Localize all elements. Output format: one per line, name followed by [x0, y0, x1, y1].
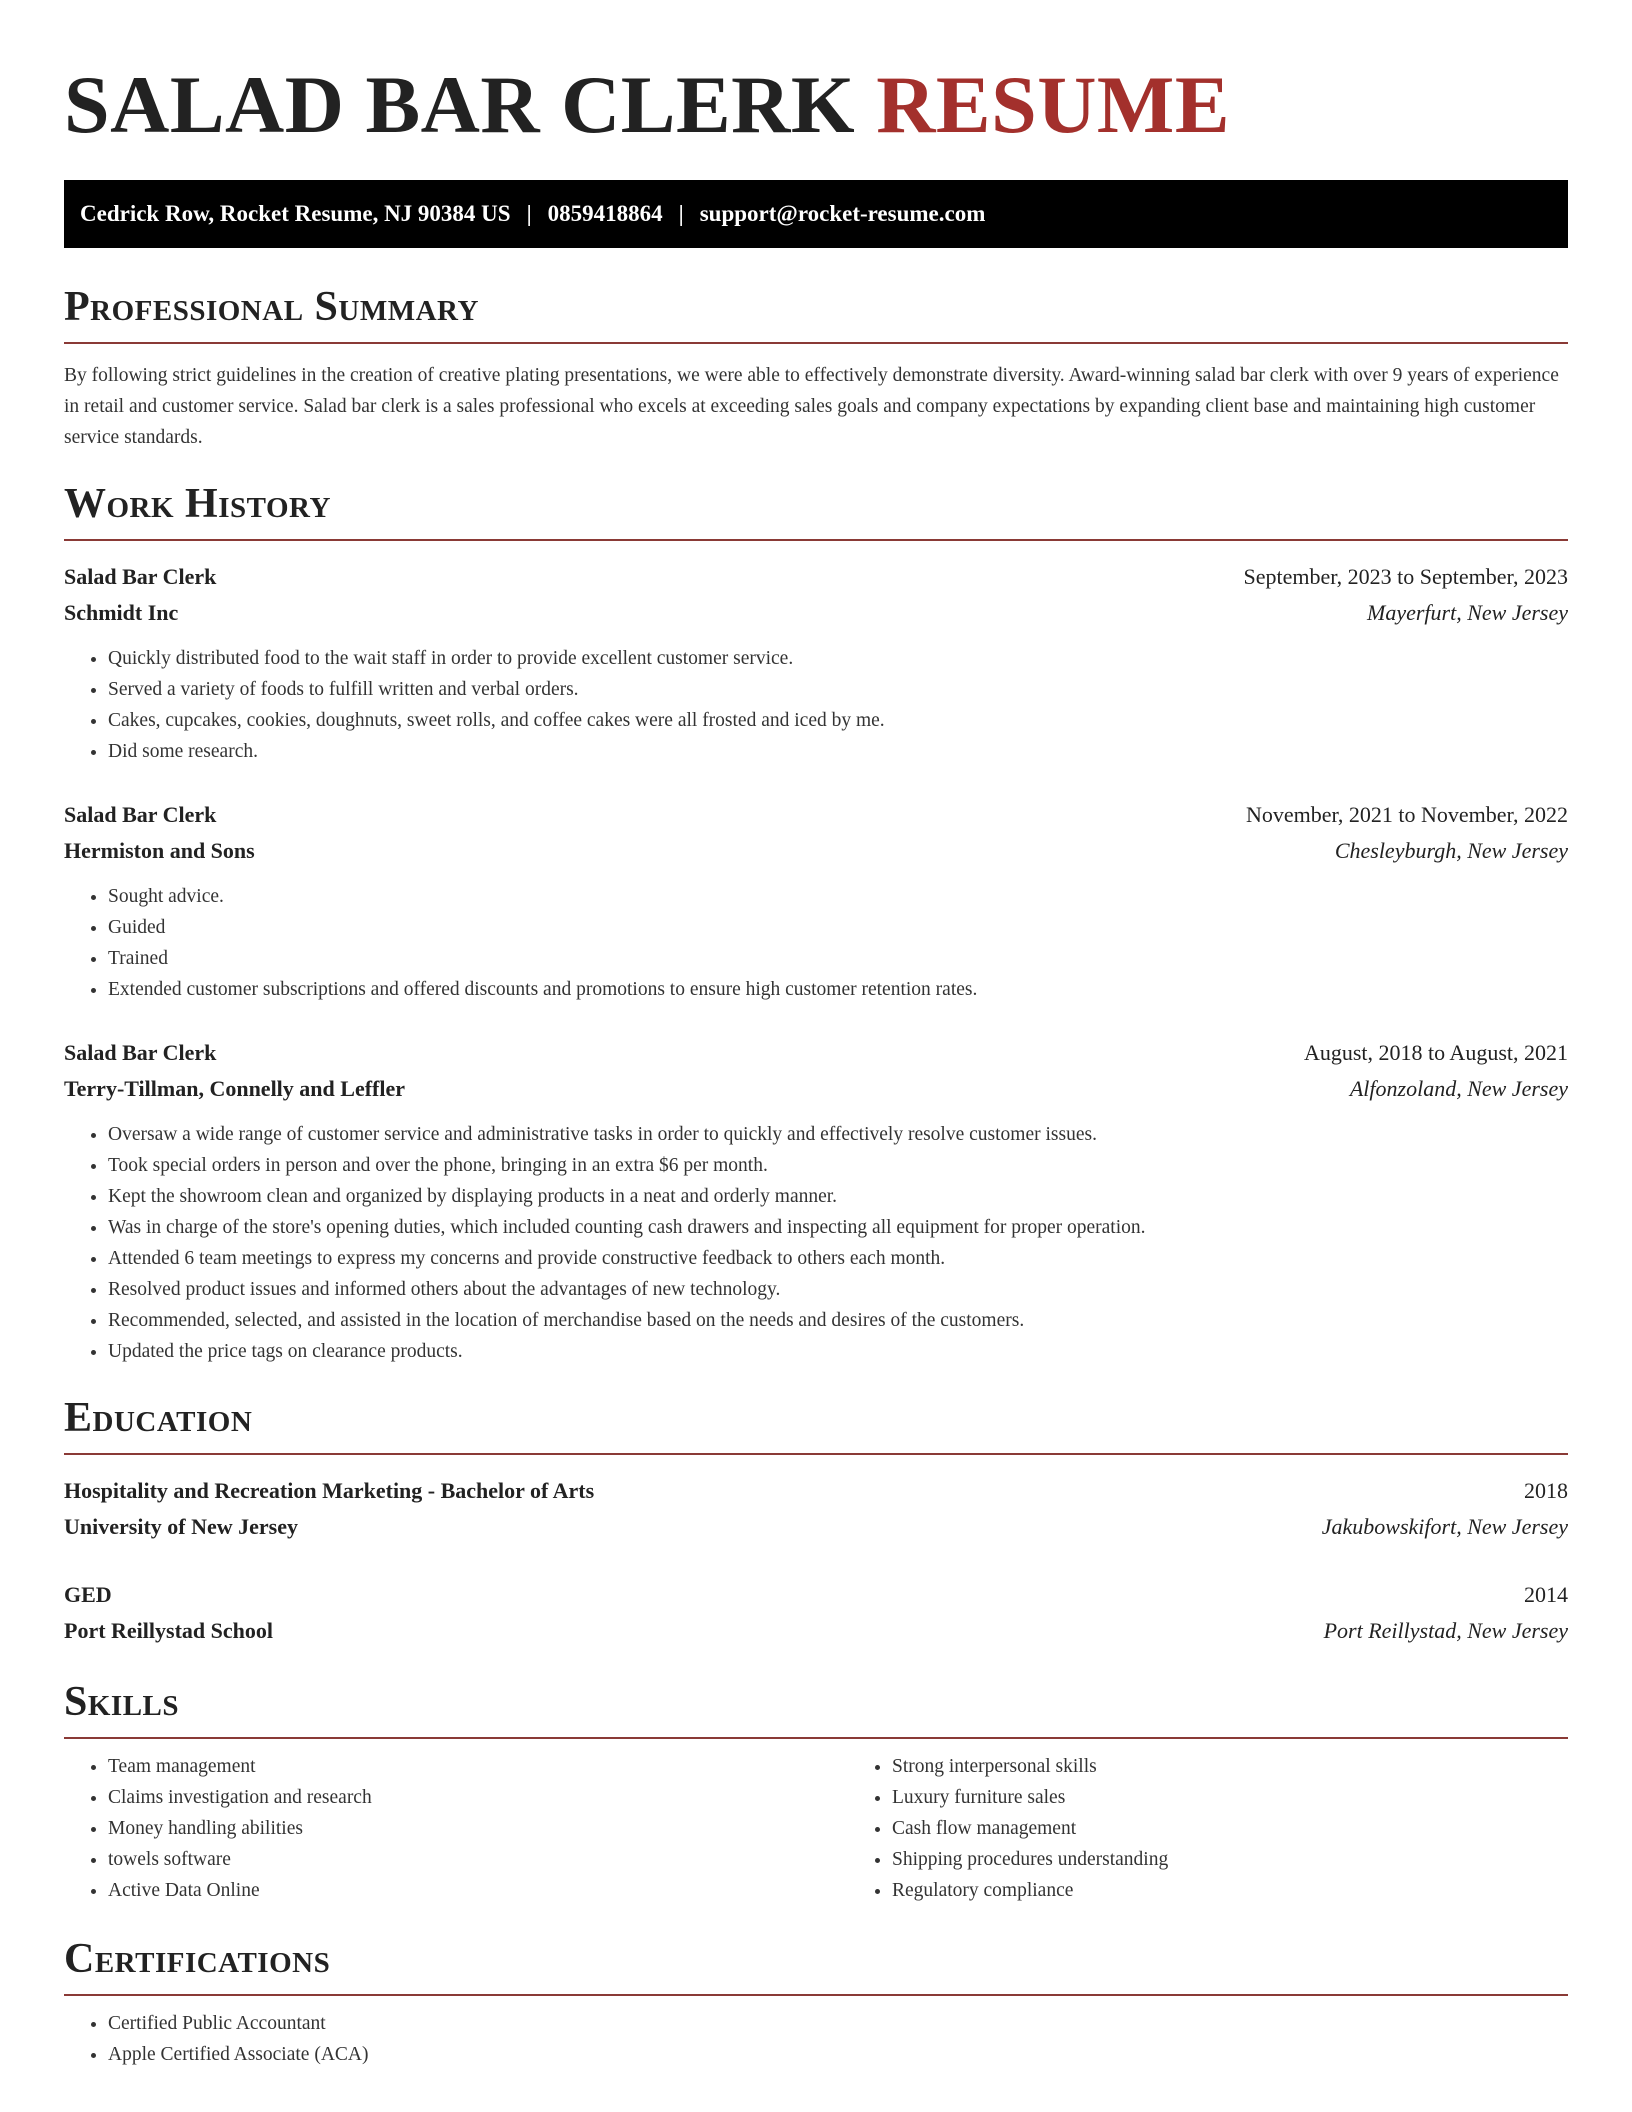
education-degree: Hospitality and Recreation Marketing - Bachelor of Arts	[64, 1478, 595, 1503]
job-title: Salad Bar Clerk	[64, 802, 217, 827]
section-title-summary: Professional Summary	[64, 284, 479, 330]
job-header-row	[64, 797, 1568, 833]
education-school-row	[64, 1509, 1568, 1545]
education-degree: GED	[64, 1582, 112, 1607]
list-item: • Recommended, selected, and assisted in the location of merchandise based on the needs and desires of the customers.	[108, 1305, 1568, 1336]
education-header-row	[64, 1577, 1568, 1613]
skills-list-left	[64, 1751, 848, 1906]
job-entry	[64, 1035, 1568, 1367]
section-title-work-history: Work History	[64, 481, 331, 527]
education-location: Jakubowskifort, New Jersey	[1321, 1514, 1568, 1539]
list-item: • Extended customer subscriptions and offered discounts and promotions to ensure high customer retention rates.	[108, 974, 1568, 1005]
list-item: • Active Data Online	[108, 1875, 848, 1906]
list-item: • Was in charge of the store's opening duties, which included counting cash drawers and inspecting all equipment for proper operation.	[108, 1212, 1568, 1243]
contact-phone: 0859418864	[547, 201, 663, 226]
certifications-list	[64, 2008, 1568, 2070]
list-item: • Updated the price tags on clearance products.	[108, 1336, 1568, 1367]
list-item: • Did some research.	[108, 736, 1568, 767]
list-item: • Quickly distributed food to the wait staff in order to provide excellent customer service.	[108, 643, 1568, 674]
title-main: SALAD BAR CLERK	[64, 59, 856, 150]
education-header-row	[64, 1473, 1568, 1509]
list-item: • Claims investigation and research	[108, 1782, 848, 1813]
job-header-row	[64, 559, 1568, 595]
job-title: Salad Bar Clerk	[64, 1040, 217, 1065]
job-company-row	[64, 1071, 1568, 1107]
list-item: • Team management	[108, 1751, 848, 1782]
list-item: • Guided	[108, 912, 1568, 943]
list-item: • Luxury furniture sales	[892, 1782, 1632, 1813]
section-divider	[64, 342, 1568, 344]
job-company-row	[64, 595, 1568, 631]
job-entry	[64, 559, 1568, 767]
job-header-row	[64, 1035, 1568, 1071]
education-location: Port Reillystad, New Jersey	[1323, 1618, 1568, 1643]
list-item: • Kept the showroom clean and organized by displaying products in a neat and orderly manner.	[108, 1181, 1568, 1212]
section-divider	[64, 1453, 1568, 1455]
section-title-education: Education	[64, 1395, 253, 1441]
list-item: • Cakes, cupcakes, cookies, doughnuts, sweet rolls, and coffee cakes were all frosted and iced by me.	[108, 705, 1568, 736]
education-year: 2018	[1524, 1478, 1568, 1503]
section-title-skills: Skills	[64, 1679, 180, 1725]
list-item: • Money handling abilities	[108, 1813, 848, 1844]
education-section	[64, 1397, 1568, 1649]
job-bullets	[64, 643, 1568, 767]
contact-bar	[64, 180, 1568, 248]
job-title: Salad Bar Clerk	[64, 564, 217, 589]
job-entry	[64, 797, 1568, 1005]
list-item: • Certified Public Accountant	[108, 2008, 1568, 2039]
list-item: • Attended 6 team meetings to express my concerns and provide constructive feedback to others each month.	[108, 1243, 1568, 1274]
job-dates: November, 2021 to November, 2022	[1245, 802, 1568, 827]
list-item: • towels software	[108, 1844, 848, 1875]
list-item: • Strong interpersonal skills	[892, 1751, 1632, 1782]
list-item: • Served a variety of foods to fulfill written and verbal orders.	[108, 674, 1568, 705]
list-item: • Resolved product issues and informed others about the advantages of new technology.	[108, 1274, 1568, 1305]
certifications-section	[64, 1938, 1568, 2070]
skills-section	[64, 1681, 1568, 1906]
education-school-row	[64, 1613, 1568, 1649]
education-school: Port Reillystad School	[64, 1618, 273, 1643]
skills-columns	[64, 1751, 1568, 1906]
contact-separator: |	[678, 201, 684, 226]
job-location: Mayerfurt, New Jersey	[1367, 600, 1568, 625]
job-location: Chesleyburgh, New Jersey	[1334, 838, 1568, 863]
job-company-row	[64, 833, 1568, 869]
resume-title	[64, 59, 1568, 150]
title-accent: RESUME	[876, 59, 1231, 150]
job-location: Alfonzoland, New Jersey	[1349, 1076, 1568, 1101]
list-item: • Sought advice.	[108, 881, 1568, 912]
education-school: University of New Jersey	[64, 1514, 298, 1539]
section-title-certifications: Certifications	[64, 1936, 331, 1982]
list-item: • Oversaw a wide range of customer service and administrative tasks in order to quickly and effectively resolve customer issues.	[108, 1119, 1568, 1150]
summary-text: By following strict guidelines in the creation of creative plating presentations, we were able to effectively demonstrate diversity. Award-winning salad bar clerk with over 9 years of experience in retail and customer service. Salad bar clerk is a sales professional who excels at exceeding sales goals and company expectations by expanding client base and maintaining high customer service standards.	[64, 365, 1559, 448]
contact-address: Cedrick Row, Rocket Resume, NJ 90384 US	[80, 201, 511, 226]
list-item: • Trained	[108, 943, 1568, 974]
skills-list-right	[848, 1751, 1632, 1906]
job-company: Terry-Tillman, Connelly and Leffler	[64, 1076, 405, 1101]
list-item: • Apple Certified Associate (ACA)	[108, 2039, 1568, 2070]
list-item: • Took special orders in person and over the phone, bringing in an extra $6 per month.	[108, 1150, 1568, 1181]
list-item: • Regulatory compliance	[892, 1875, 1632, 1906]
contact-email: support@rocket-resume.com	[699, 201, 986, 226]
section-divider	[64, 539, 1568, 541]
education-year: 2014	[1524, 1582, 1568, 1607]
education-entry	[64, 1473, 1568, 1545]
job-bullets	[64, 881, 1568, 1005]
list-item: • Cash flow management	[892, 1813, 1632, 1844]
education-entry	[64, 1577, 1568, 1649]
job-company: Hermiston and Sons	[64, 838, 255, 863]
list-item: • Shipping procedures understanding	[892, 1844, 1632, 1875]
contact-separator: |	[526, 201, 532, 226]
summary-section	[64, 286, 1568, 453]
job-company: Schmidt Inc	[64, 600, 179, 625]
job-dates: August, 2018 to August, 2021	[1303, 1040, 1568, 1065]
job-dates: September, 2023 to September, 2023	[1243, 564, 1568, 589]
work-history-section	[64, 483, 1568, 1367]
section-divider	[64, 1737, 1568, 1739]
resume-page	[64, 0, 1568, 2070]
section-divider	[64, 1994, 1568, 1996]
job-bullets	[64, 1119, 1568, 1367]
